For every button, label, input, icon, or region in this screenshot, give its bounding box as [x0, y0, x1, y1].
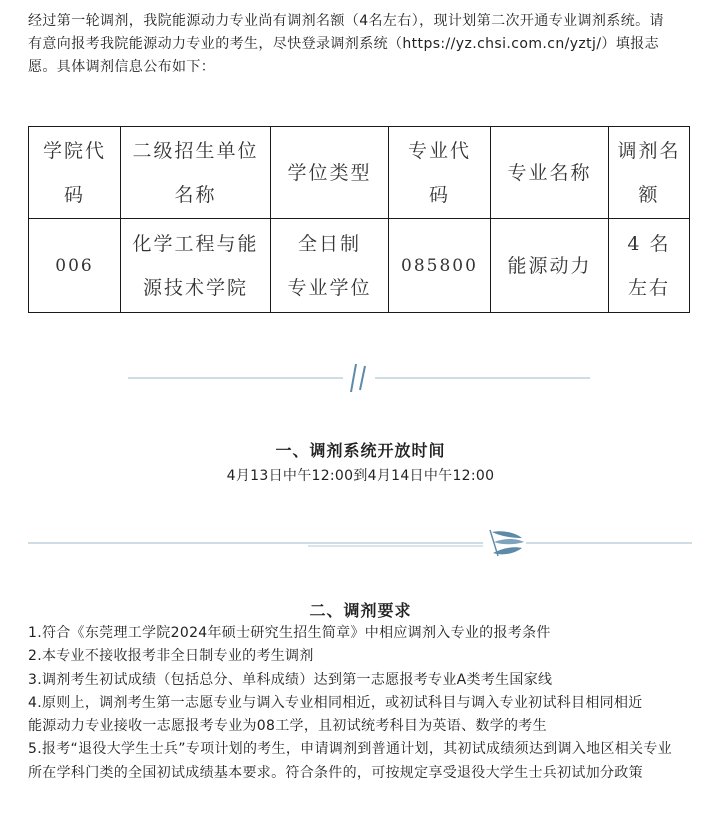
- adjustment-info-table: [28, 126, 690, 313]
- section-divider: [28, 526, 692, 560]
- cell-degree-type: 全日制 专业学位: [271, 219, 389, 313]
- open-time-range: 4月13日中午12:00到4月14日中午12:00: [226, 468, 495, 484]
- cell-major-code: 085800: [389, 219, 491, 313]
- requirement-line: 2.本专业不接收报考非全日制专业的考生调剂: [28, 648, 314, 665]
- cell-major-name: 能源动力: [491, 219, 609, 313]
- cell-college-code: 006: [29, 219, 121, 313]
- requirements-list: [28, 622, 708, 785]
- double-slash-icon: [351, 364, 365, 392]
- section-title-open-time: 一、调剂系统开放时间: [275, 441, 446, 460]
- table-header-row: [29, 127, 690, 219]
- intro-line: 有意向报考我院能源动力专业的考生，尽快登录调剂系统（https://yz.chsi.com.cn/yztj/）填报志: [28, 36, 660, 52]
- requirement-line: 3.调剂考生初试成绩（包括总分、单科成绩）达到第一志愿报考专业A类考生国家线: [28, 671, 553, 688]
- header-major-code: 专业代 码: [389, 127, 491, 219]
- header-quota: 调剂名 额: [609, 127, 690, 219]
- requirement-line: 1.符合《东莞理工学院2024年硕士研究生招生简章》中相应调剂入专业的报考条件: [28, 625, 551, 641]
- intro-line: 经过第一轮调剂，我院能源动力专业尚有调剂名额（4名左右），现计划第二次开通专业调剂系统。请: [28, 13, 664, 29]
- header-major-name: 专业名称: [491, 127, 609, 219]
- intro-paragraph: [28, 10, 696, 79]
- intro-line: 愿。具体调剂信息公布如下：: [28, 59, 216, 75]
- header-degree-type: 学位类型: [271, 127, 389, 219]
- header-unit-name: 二级招生单位 名称: [121, 127, 271, 219]
- bamboo-leaf-icon: [490, 530, 524, 556]
- header-college-code: 学院代 码: [29, 127, 121, 219]
- requirement-line: 4.原则上，调剂考生第一志愿专业与调入专业相同相近，或初试科目与调入专业初试科目相同相近: [28, 694, 643, 711]
- requirement-line: 能源动力专业接收一志愿报考专业为08工学，且初试统考科目为英语、数学的考生: [28, 718, 547, 735]
- section-divider: [128, 362, 590, 394]
- cell-quota: 4 名左右: [609, 219, 690, 313]
- table-row: [29, 219, 690, 313]
- section-title-requirements: 二、调剂要求: [309, 601, 412, 620]
- requirement-line: 5.报考“退役大学生士兵”专项计划的考生，申请调剂到普通计划，其初试成绩须达到调入地区相关专业: [28, 741, 672, 758]
- requirement-line: 所在学科门类的全国初试成绩基本要求。符合条件的，可按规定享受退役大学生士兵初试加分政策: [28, 764, 643, 781]
- cell-unit-name: 化学工程与能 源技术学院: [121, 219, 271, 313]
